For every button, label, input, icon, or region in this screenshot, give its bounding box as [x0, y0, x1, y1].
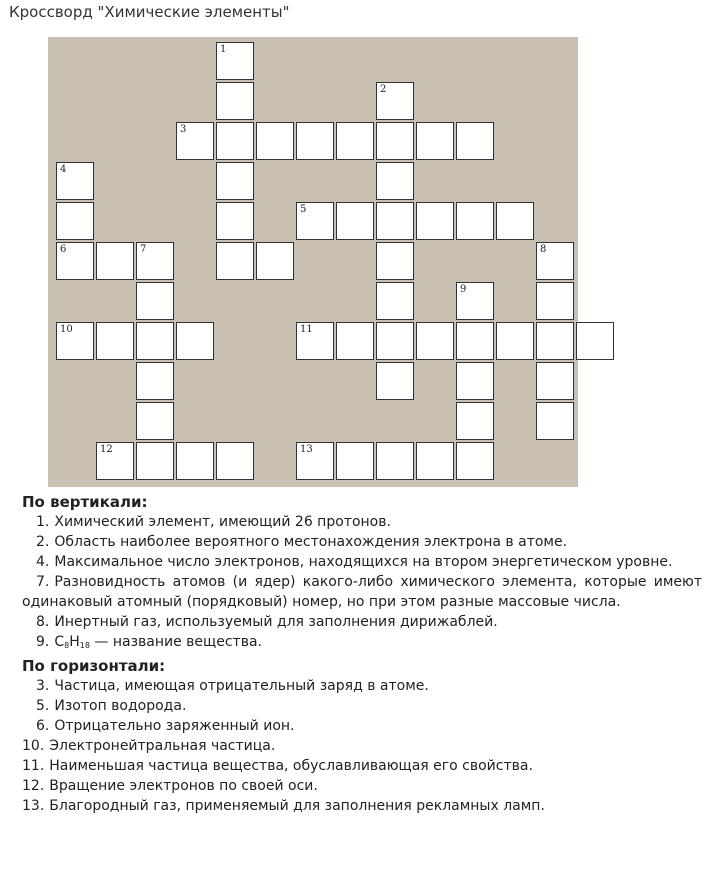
clue-down-4: 4. Максимальное число электронов, находящихся на втором энергетическом уровне.: [36, 554, 673, 570]
grid-cell[interactable]: [376, 202, 414, 240]
grid-cell[interactable]: [536, 362, 574, 400]
clue-down-1: 1. Химический элемент, имеющий 26 протонов.: [36, 514, 391, 530]
grid-cell[interactable]: [336, 442, 374, 480]
cell-number: 12: [100, 444, 113, 455]
grid-cell[interactable]: [336, 322, 374, 360]
grid-cell[interactable]: [416, 442, 454, 480]
grid-cell[interactable]: [136, 362, 174, 400]
page-title: Кроссворд "Химические элементы": [9, 3, 290, 21]
grid-cell[interactable]: [416, 122, 454, 160]
grid-cell[interactable]: [176, 122, 214, 160]
grid-cell[interactable]: [216, 122, 254, 160]
grid-cell[interactable]: [536, 242, 574, 280]
grid-cell[interactable]: [416, 322, 454, 360]
cell-number: 9: [460, 284, 467, 295]
grid-cell[interactable]: [216, 202, 254, 240]
cell-number: 13: [300, 444, 313, 455]
grid-cell[interactable]: [376, 162, 414, 200]
grid-cell[interactable]: [256, 122, 294, 160]
grid-cell[interactable]: [296, 122, 334, 160]
grid-cell[interactable]: [216, 242, 254, 280]
grid-cell[interactable]: [216, 42, 254, 80]
grid-cell[interactable]: [456, 202, 494, 240]
grid-cell[interactable]: [216, 82, 254, 120]
clue-down-8: 8. Инертный газ, используемый для заполнения дирижаблей.: [36, 614, 498, 630]
cell-number: 2: [380, 84, 387, 95]
horizontal-heading: По горизонтали:: [22, 657, 166, 675]
grid-cell[interactable]: [216, 442, 254, 480]
grid-cell[interactable]: [56, 202, 94, 240]
cell-number: 6: [60, 244, 67, 255]
grid-cell[interactable]: [96, 242, 134, 280]
clue-down-9: 9. $C_8H_{18}$ — название вещества.: [36, 634, 262, 650]
cell-number: 10: [60, 324, 73, 335]
clue-across-5: 5. Изотоп водорода.: [36, 698, 187, 714]
grid-cell[interactable]: [496, 322, 534, 360]
grid-cell[interactable]: [296, 202, 334, 240]
grid-cell[interactable]: [456, 282, 494, 320]
grid-cell[interactable]: [96, 442, 134, 480]
grid-cell[interactable]: [176, 442, 214, 480]
grid-cell[interactable]: [176, 322, 214, 360]
grid-cell[interactable]: [56, 242, 94, 280]
cell-number: 5: [300, 204, 307, 215]
grid-cell[interactable]: [136, 402, 174, 440]
grid-cell[interactable]: [336, 122, 374, 160]
grid-cell[interactable]: [376, 362, 414, 400]
grid-cell[interactable]: [376, 82, 414, 120]
grid-cell[interactable]: [216, 162, 254, 200]
grid-cell[interactable]: [576, 322, 614, 360]
clue-across-12: 12. Вращение электронов по своей оси.: [22, 778, 318, 794]
grid-cell[interactable]: [376, 322, 414, 360]
cell-number: 4: [60, 164, 67, 175]
grid-cell[interactable]: [136, 282, 174, 320]
clue-down-7: 7. Разновидность атомов (и ядер) какого-либо химического элемента, которые имеют одинаковый атомный (порядковый) номер, но при этом разные массовые числа.: [22, 574, 702, 610]
grid-cell[interactable]: [376, 442, 414, 480]
grid-cell[interactable]: [336, 202, 374, 240]
grid-cell[interactable]: [376, 282, 414, 320]
grid-cell[interactable]: [456, 362, 494, 400]
grid-cell[interactable]: [376, 122, 414, 160]
grid-cell[interactable]: [376, 242, 414, 280]
cell-number: 8: [540, 244, 547, 255]
grid-cell[interactable]: [296, 322, 334, 360]
vertical-heading: По вертикали:: [22, 493, 148, 511]
clue-across-11: 11. Наименьшая частица вещества, обуславливающая его свойства.: [22, 758, 533, 774]
cell-number: 1: [220, 44, 227, 55]
grid-cell[interactable]: [296, 442, 334, 480]
grid-cell[interactable]: [56, 162, 94, 200]
grid-cell[interactable]: [456, 322, 494, 360]
grid-cell[interactable]: [456, 402, 494, 440]
cell-number: 7: [140, 244, 147, 255]
clues-section: [22, 492, 702, 816]
grid-cell[interactable]: [136, 442, 174, 480]
grid-cell[interactable]: [56, 322, 94, 360]
grid-cell[interactable]: [96, 322, 134, 360]
grid-cell[interactable]: [416, 202, 454, 240]
grid-cell[interactable]: [536, 402, 574, 440]
grid-cell[interactable]: [256, 242, 294, 280]
clue-across-6: 6. Отрицательно заряженный ион.: [36, 718, 295, 734]
clue-across-3: 3. Частица, имеющая отрицательный заряд в атоме.: [36, 678, 429, 694]
grid-cell[interactable]: [136, 322, 174, 360]
grid-cell[interactable]: [136, 242, 174, 280]
crossword-grid: [48, 37, 578, 487]
grid-cell[interactable]: [536, 282, 574, 320]
clue-down-2: 2. Область наиболее вероятного местонахождения электрона в атоме.: [36, 534, 568, 550]
clue-across-13: 13. Благородный газ, применяемый для заполнения рекламных ламп.: [22, 798, 545, 814]
grid-cell[interactable]: [456, 122, 494, 160]
grid-cell[interactable]: [496, 202, 534, 240]
cell-number: 3: [180, 124, 187, 135]
grid-cell[interactable]: [536, 322, 574, 360]
grid-cell[interactable]: [456, 442, 494, 480]
cell-number: 11: [300, 324, 313, 335]
clue-across-10: 10. Электронейтральная частица.: [22, 738, 276, 754]
